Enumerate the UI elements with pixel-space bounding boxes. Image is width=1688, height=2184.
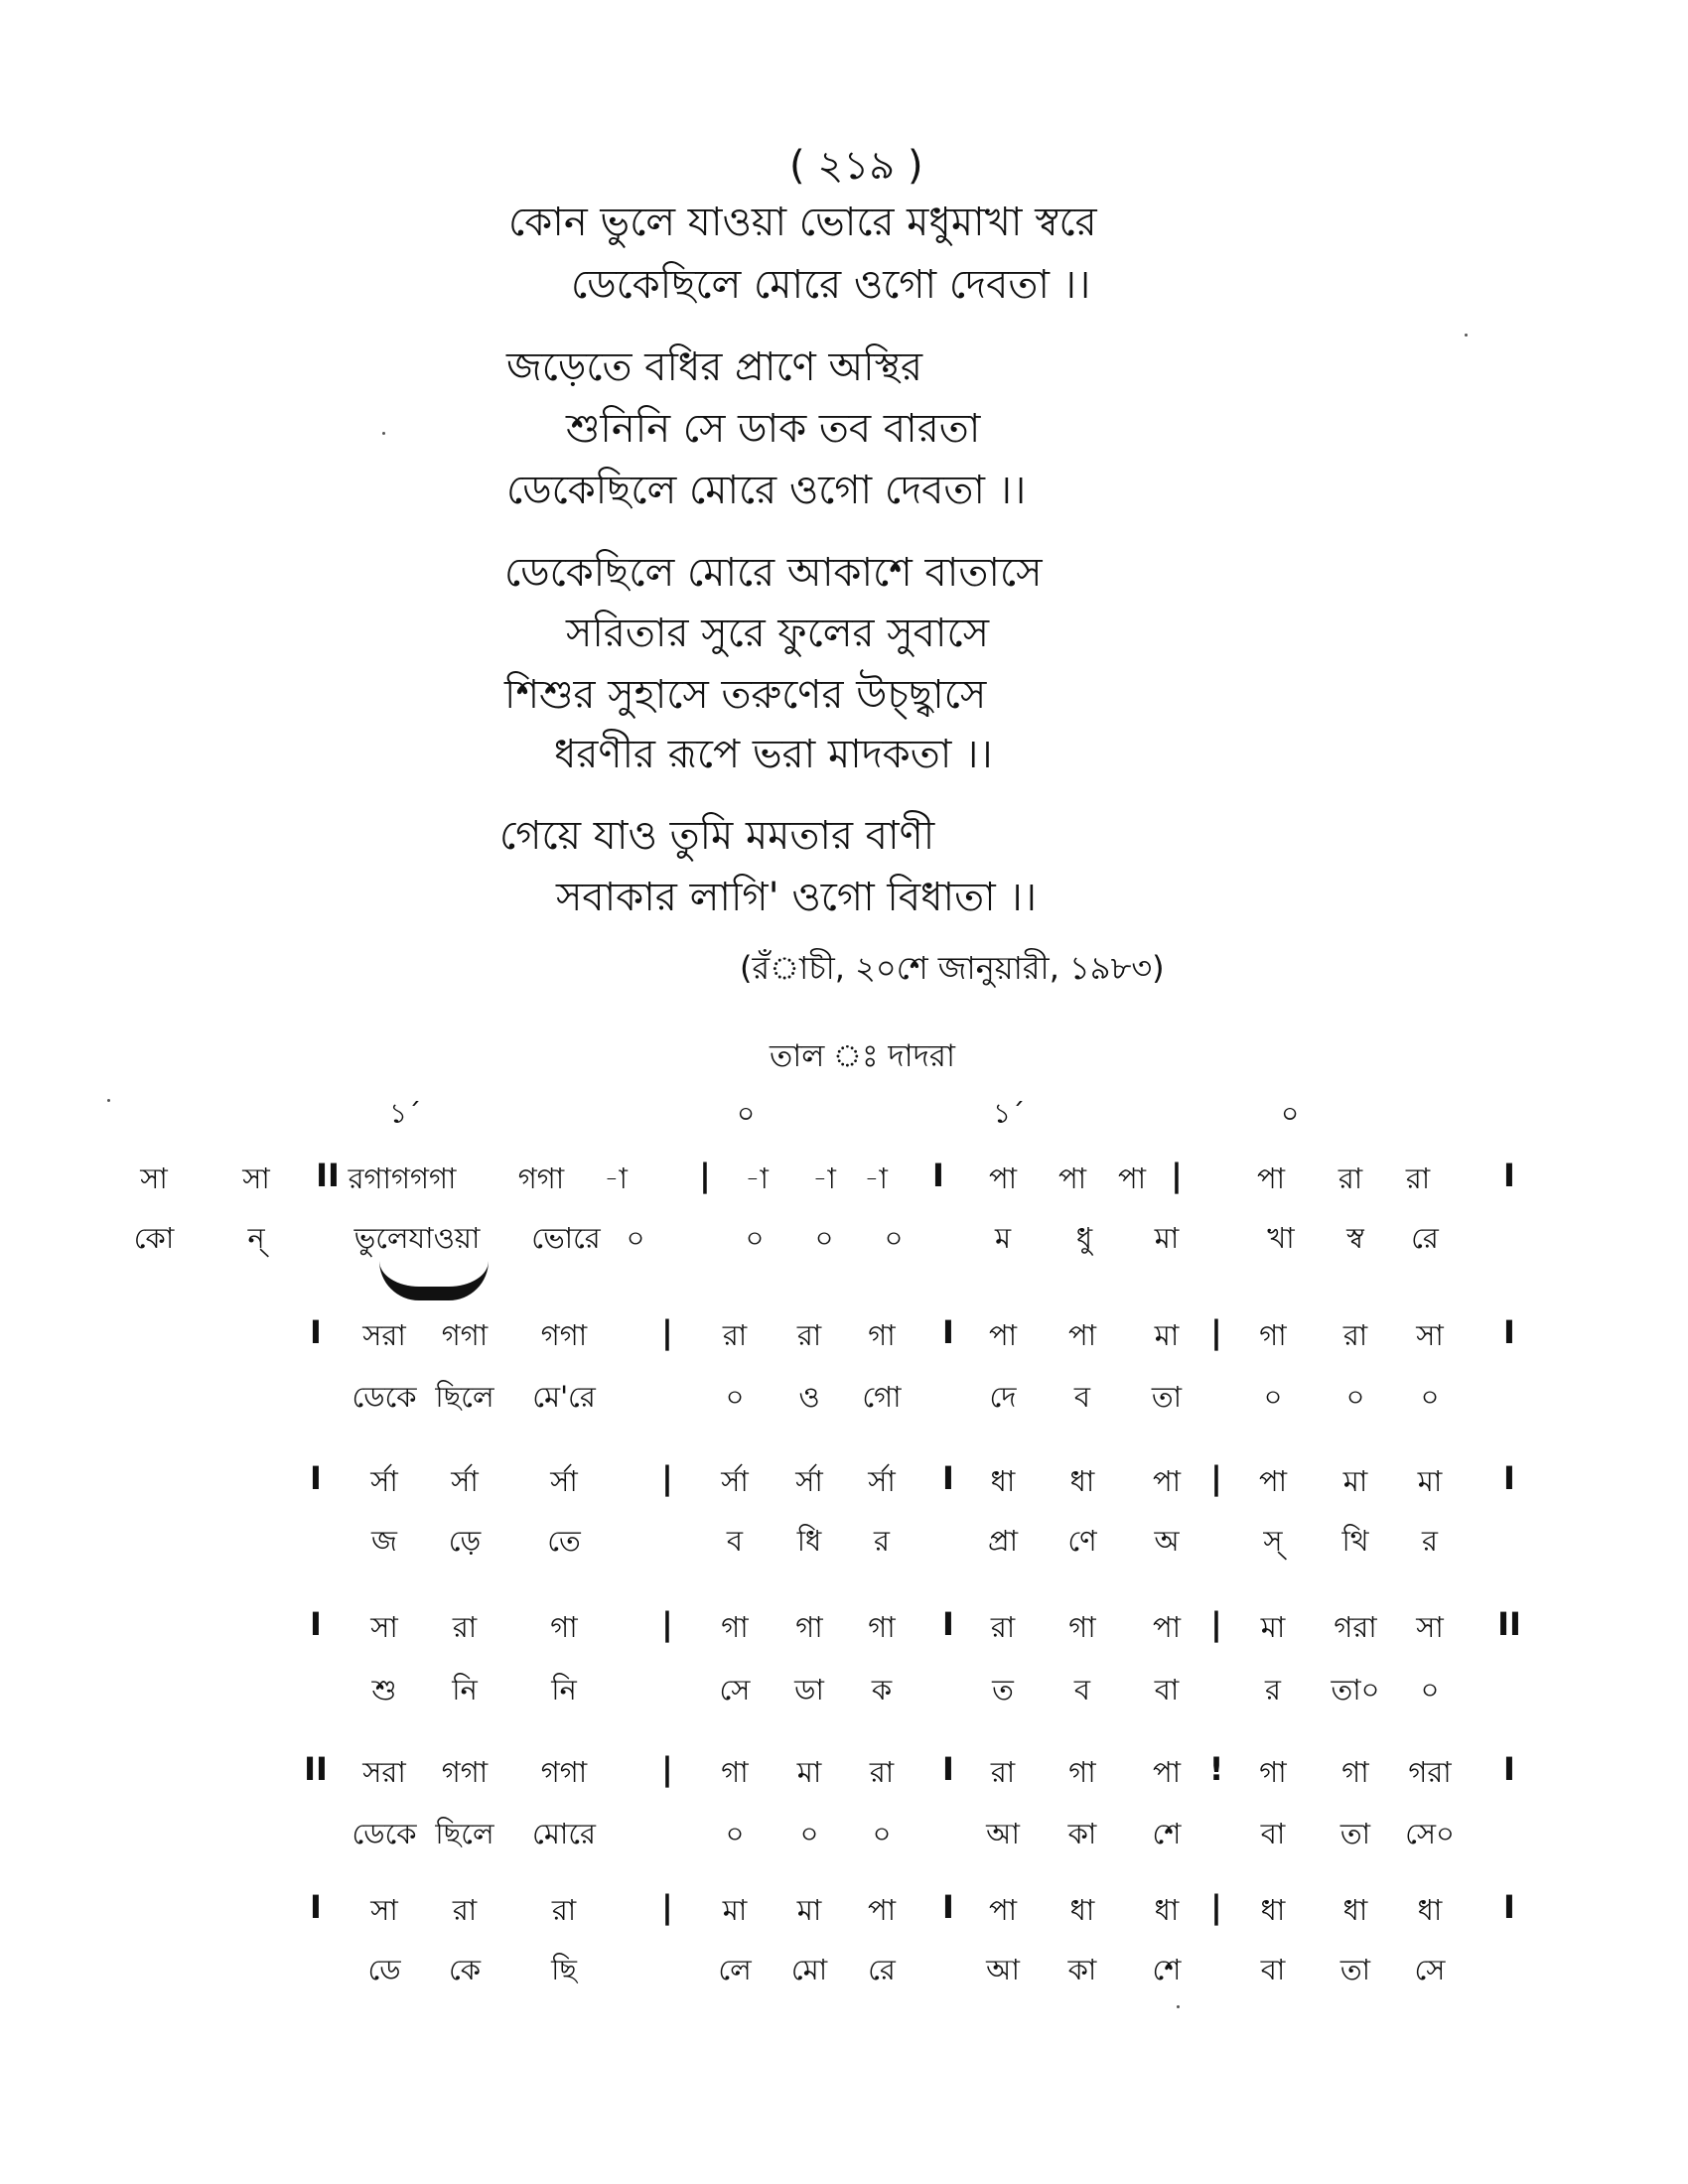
notation-cell: নি bbox=[452, 1673, 478, 1706]
notation-cell: গো bbox=[862, 1380, 902, 1414]
bar-line: I bbox=[942, 1313, 954, 1351]
notation-cell: র্সা bbox=[451, 1464, 479, 1498]
notation-cell: তা bbox=[1151, 1380, 1183, 1414]
notation-cell: পা bbox=[1256, 1161, 1286, 1195]
notation-cell: মা bbox=[1342, 1464, 1368, 1498]
notation-swara-row bbox=[0, 1313, 1688, 1373]
notation-cell: ডেকে bbox=[352, 1817, 417, 1850]
notation-cell: গগা bbox=[540, 1318, 588, 1352]
notation-cell: ছি bbox=[551, 1953, 577, 1986]
bar-line: I bbox=[1503, 1157, 1515, 1194]
notation-cell: কা bbox=[1067, 1953, 1097, 1986]
notation-cell: শু bbox=[371, 1673, 397, 1706]
poem-line: জড়েতে বধির প্রাণে অস্থির bbox=[506, 344, 923, 390]
notation-cell: খা bbox=[1267, 1221, 1295, 1255]
speck bbox=[382, 432, 385, 435]
notation-cell: গা bbox=[1068, 1755, 1096, 1789]
notation-lyric-row bbox=[0, 1668, 1688, 1727]
notation-lyric-row bbox=[0, 1812, 1688, 1871]
notation-cell: র bbox=[874, 1524, 890, 1558]
notation-cell: রে bbox=[1411, 1221, 1439, 1255]
bar-line: I bbox=[1503, 1750, 1515, 1788]
notation-cell: পা bbox=[1067, 1318, 1097, 1352]
notation-cell: রা bbox=[1342, 1318, 1368, 1352]
notation-cell: ০ bbox=[1420, 1673, 1440, 1706]
notation-swara-row bbox=[0, 1157, 1688, 1216]
notation-cell: প্রা bbox=[987, 1524, 1019, 1558]
bar-line: | bbox=[1210, 1313, 1222, 1351]
notation-cell: গা bbox=[721, 1610, 749, 1644]
slur-arc bbox=[379, 1261, 489, 1300]
poem-line: ডেকেছিলে মোরে আকাশে বাতাসে bbox=[504, 550, 1043, 596]
tala-label: তাল ঃ দাদরা bbox=[770, 1038, 955, 1074]
notation-swara-row bbox=[0, 1605, 1688, 1665]
bar-line: I bbox=[942, 1888, 954, 1926]
notation-lyric-row bbox=[0, 1216, 1688, 1276]
notation-cell: ০ bbox=[725, 1380, 745, 1414]
notation-cell: পা bbox=[1152, 1610, 1182, 1644]
notation-cell: গরা bbox=[1334, 1610, 1377, 1644]
notation-cell: রা bbox=[722, 1318, 748, 1352]
notation-cell: ছিলে bbox=[435, 1817, 494, 1850]
notation-cell: রা bbox=[1405, 1161, 1431, 1195]
notation-cell: মে'রে bbox=[532, 1380, 596, 1414]
bar-line: | bbox=[1210, 1459, 1222, 1497]
notation-cell: পা bbox=[988, 1893, 1018, 1927]
notation-cell: স্ব bbox=[1346, 1221, 1364, 1255]
notation-cell: কো bbox=[133, 1221, 175, 1255]
notation-cell: ধা bbox=[1154, 1893, 1180, 1927]
bar-line: | bbox=[1171, 1157, 1183, 1194]
notation-cell: র্সা bbox=[868, 1464, 896, 1498]
bar-line: II bbox=[304, 1750, 328, 1788]
notation-cell: মা bbox=[722, 1893, 748, 1927]
poem-line: ধরণীর রূপে ভরা মাদকতা ।। bbox=[554, 732, 993, 777]
notation-cell: রা bbox=[796, 1318, 822, 1352]
notation-cell: গা bbox=[721, 1755, 749, 1789]
poem-line: গেয়ে যাও তুমি মমতার বাণী bbox=[499, 813, 935, 859]
bar-line: ! bbox=[1208, 1750, 1224, 1788]
bar-line: | bbox=[661, 1605, 673, 1643]
notation-cell: রা bbox=[990, 1755, 1016, 1789]
notation-cell: বা bbox=[1260, 1953, 1286, 1986]
notation-cell: পা bbox=[1152, 1755, 1182, 1789]
speck bbox=[107, 1099, 110, 1102]
notation-cell: র bbox=[1265, 1673, 1281, 1706]
notation-cell: পা bbox=[988, 1161, 1018, 1195]
notation-cell: -া bbox=[745, 1161, 769, 1195]
notation-cell: রা bbox=[551, 1893, 577, 1927]
notation-cell: লে bbox=[718, 1953, 752, 1986]
notation-cell: গা bbox=[1259, 1318, 1287, 1352]
notation-cell: গগা bbox=[441, 1318, 489, 1352]
notation-cell: -া bbox=[812, 1161, 836, 1195]
notation-cell: মা bbox=[1417, 1464, 1443, 1498]
bar-line: II bbox=[316, 1157, 340, 1194]
notation-cell: দে bbox=[989, 1380, 1017, 1414]
notation-cell: থি bbox=[1341, 1524, 1369, 1558]
bar-line: | bbox=[1210, 1605, 1222, 1643]
notation-cell: ধা bbox=[1417, 1893, 1443, 1927]
notation-cell: পা bbox=[1117, 1161, 1147, 1195]
bar-line: I bbox=[310, 1459, 322, 1497]
poem-line: ডেকেছিলে মোরে ওগো দেবতা ।। bbox=[506, 468, 1027, 513]
notation-cell: পা bbox=[1057, 1161, 1087, 1195]
notation-cell: গা bbox=[868, 1610, 896, 1644]
notation-cell: ধা bbox=[1342, 1893, 1368, 1927]
notation-cell: গরা bbox=[1408, 1755, 1452, 1789]
notation-cell: রে bbox=[868, 1953, 896, 1986]
bar-line: | bbox=[661, 1313, 673, 1351]
notation-cell: ০ bbox=[725, 1817, 745, 1850]
notation-cell: মা bbox=[1154, 1221, 1180, 1255]
notation-cell: ডা bbox=[794, 1673, 824, 1706]
notation-cell: ভুলেযাওয়া bbox=[353, 1221, 481, 1255]
bar-line: I bbox=[310, 1313, 322, 1351]
poem-line: শুনিনি সে ডাক তব বারতা bbox=[566, 406, 981, 452]
notation-cell: মা bbox=[1260, 1610, 1286, 1644]
notation-cell: রা bbox=[452, 1610, 478, 1644]
beat-mark: ০ bbox=[737, 1097, 756, 1130]
notation-cell: আ bbox=[986, 1817, 1020, 1850]
notation-cell: ধু bbox=[1075, 1221, 1093, 1255]
notation-cell: রা bbox=[452, 1893, 478, 1927]
page-number: ( ২১৯ ) bbox=[789, 143, 923, 189]
notation-cell: ভোরে bbox=[531, 1221, 601, 1255]
notation-cell: গগা bbox=[540, 1755, 588, 1789]
notation-cell: গা bbox=[1259, 1755, 1287, 1789]
notation-cell: কা bbox=[1067, 1817, 1097, 1850]
poem-line: সরিতার সুরে ফুলের সুবাসে bbox=[566, 611, 990, 656]
notation-cell: ধা bbox=[990, 1464, 1016, 1498]
notation-cell: ব bbox=[1073, 1673, 1091, 1706]
notation-cell: নি bbox=[551, 1673, 577, 1706]
notation-cell: সা bbox=[370, 1893, 398, 1927]
notation-cell: -া bbox=[604, 1161, 628, 1195]
speck bbox=[1177, 2005, 1180, 2008]
notation-cell: পা bbox=[988, 1318, 1018, 1352]
notation-cell: ন্ bbox=[247, 1221, 265, 1255]
notation-cell: পা bbox=[1152, 1464, 1182, 1498]
notation-cell: র্সা bbox=[370, 1464, 398, 1498]
bar-line: I bbox=[1503, 1459, 1515, 1497]
notation-cell: ব bbox=[1073, 1380, 1091, 1414]
notation-cell: ০ bbox=[814, 1221, 834, 1255]
notation-cell: সা bbox=[370, 1610, 398, 1644]
notation-cell: ০ bbox=[1420, 1380, 1440, 1414]
notation-cell: ০ bbox=[1345, 1380, 1365, 1414]
notation-cell: সা bbox=[1416, 1318, 1444, 1352]
notation-cell: ০ bbox=[799, 1817, 819, 1850]
bar-line: | bbox=[1210, 1888, 1222, 1926]
bar-line: | bbox=[661, 1750, 673, 1788]
notation-cell: র bbox=[1422, 1524, 1438, 1558]
notation-cell: গা bbox=[1341, 1755, 1369, 1789]
notation-cell: বা bbox=[1260, 1817, 1286, 1850]
notation-cell: কে bbox=[448, 1953, 482, 1986]
notation-cell: ডেকে bbox=[352, 1380, 417, 1414]
poem-line: শিশুর সুহাসে তরুণের উচ্ছ্বাসে bbox=[504, 672, 987, 718]
notation-cell: ০ bbox=[626, 1221, 645, 1255]
notation-cell: ধা bbox=[1069, 1893, 1095, 1927]
notation-cell: ০ bbox=[884, 1221, 904, 1255]
notation-lyric-row bbox=[0, 1948, 1688, 2007]
speck bbox=[1465, 334, 1468, 337]
notation-swara-row bbox=[0, 1459, 1688, 1519]
notation-lyric-row bbox=[0, 1375, 1688, 1434]
beat-mark: ০ bbox=[1281, 1097, 1300, 1130]
notation-swara-row bbox=[0, 1750, 1688, 1810]
bar-line: | bbox=[699, 1157, 711, 1194]
notation-cell: পা bbox=[1258, 1464, 1288, 1498]
notation-cell: সা bbox=[140, 1161, 168, 1195]
notation-cell: তা bbox=[1339, 1953, 1371, 1986]
date-line: (রঁাচী, ২০শে জানুয়ারী, ১৯৮৩) bbox=[740, 949, 1165, 987]
bar-line: II bbox=[1497, 1605, 1521, 1643]
bar-line: I bbox=[932, 1157, 944, 1194]
notation-cell: শে bbox=[1152, 1953, 1182, 1986]
notation-cell: গা bbox=[1068, 1610, 1096, 1644]
notation-cell: সরা bbox=[362, 1755, 406, 1789]
notation-cell: গা bbox=[795, 1610, 823, 1644]
notation-cell: র্সা bbox=[550, 1464, 578, 1498]
notation-cell: স্ bbox=[1263, 1524, 1283, 1558]
notation-cell: সে bbox=[1414, 1953, 1446, 1986]
notation-cell: ধি bbox=[796, 1524, 822, 1558]
bar-line: I bbox=[942, 1750, 954, 1788]
notation-cell: ০ bbox=[745, 1221, 765, 1255]
notation-cell: সে bbox=[719, 1673, 751, 1706]
bar-line: I bbox=[942, 1459, 954, 1497]
notation-cell: ধা bbox=[1260, 1893, 1286, 1927]
notation-cell: র্সা bbox=[721, 1464, 749, 1498]
notation-cell: গগা bbox=[517, 1161, 565, 1195]
bar-line: I bbox=[942, 1605, 954, 1643]
bar-line: I bbox=[310, 1888, 322, 1926]
notation-cell: মা bbox=[796, 1893, 822, 1927]
notation-cell: র্সা bbox=[795, 1464, 823, 1498]
notation-cell: ত bbox=[992, 1673, 1014, 1706]
notation-cell: ডে bbox=[367, 1953, 401, 1986]
notation-cell: রগাগগগা bbox=[348, 1161, 457, 1195]
notation-cell: মোরে bbox=[532, 1817, 596, 1850]
notation-cell: মা bbox=[1154, 1318, 1180, 1352]
notation-cell: ও bbox=[798, 1380, 820, 1414]
notation-cell: মা bbox=[796, 1755, 822, 1789]
notation-cell: ণে bbox=[1067, 1524, 1097, 1558]
bar-line: | bbox=[661, 1888, 673, 1926]
notation-cell: সে০ bbox=[1405, 1817, 1455, 1850]
notation-cell: পা bbox=[867, 1893, 897, 1927]
bar-line: I bbox=[310, 1605, 322, 1643]
notation-cell: গগা bbox=[441, 1755, 489, 1789]
notation-cell: তা০ bbox=[1331, 1673, 1380, 1706]
bar-line: I bbox=[1503, 1888, 1515, 1926]
notation-cell: সা bbox=[242, 1161, 270, 1195]
notation-cell: ০ bbox=[1263, 1380, 1283, 1414]
bar-line: I bbox=[1503, 1313, 1515, 1351]
poem-line: কোন ভুলে যাওয়া ভোরে মধুমাখা স্বরে bbox=[508, 200, 1097, 245]
notation-cell: -া bbox=[864, 1161, 888, 1195]
notation-cell: ধা bbox=[1069, 1464, 1095, 1498]
notation-cell: সা bbox=[1416, 1610, 1444, 1644]
poem-line: সবাকার লাগি' ওগো বিধাতা ।। bbox=[556, 875, 1038, 920]
notation-cell: রা bbox=[1337, 1161, 1363, 1195]
beat-mark: ১´ bbox=[389, 1097, 422, 1130]
notation-cell: রা bbox=[990, 1610, 1016, 1644]
notation-cell: ম bbox=[994, 1221, 1012, 1255]
notation-cell: ক bbox=[871, 1673, 893, 1706]
notation-swara-row bbox=[0, 1888, 1688, 1948]
beat-mark: ১´ bbox=[993, 1097, 1026, 1130]
notation-cell: জ bbox=[371, 1524, 397, 1558]
bar-line: | bbox=[661, 1459, 673, 1497]
notation-cell: তে bbox=[547, 1524, 581, 1558]
notation-cell: গা bbox=[550, 1610, 578, 1644]
notation-cell: ছিলে bbox=[435, 1380, 494, 1414]
notation-cell: মো bbox=[790, 1953, 828, 1986]
notation-cell: ০ bbox=[872, 1817, 892, 1850]
notation-cell: বা bbox=[1154, 1673, 1180, 1706]
notation-cell: তা bbox=[1339, 1817, 1371, 1850]
notation-cell: ড়ে bbox=[448, 1524, 482, 1558]
notation-cell: আ bbox=[986, 1953, 1020, 1986]
notation-cell: অ bbox=[1154, 1524, 1180, 1558]
notation-cell: রা bbox=[869, 1755, 895, 1789]
notation-cell: শে bbox=[1152, 1817, 1182, 1850]
notation-cell: ব bbox=[726, 1524, 744, 1558]
notation-lyric-row bbox=[0, 1519, 1688, 1578]
notation-cell: সরা bbox=[362, 1318, 406, 1352]
poem-line: ডেকেছিলে মোরে ওগো দেবতা ।। bbox=[571, 262, 1091, 308]
notation-cell: গা bbox=[868, 1318, 896, 1352]
